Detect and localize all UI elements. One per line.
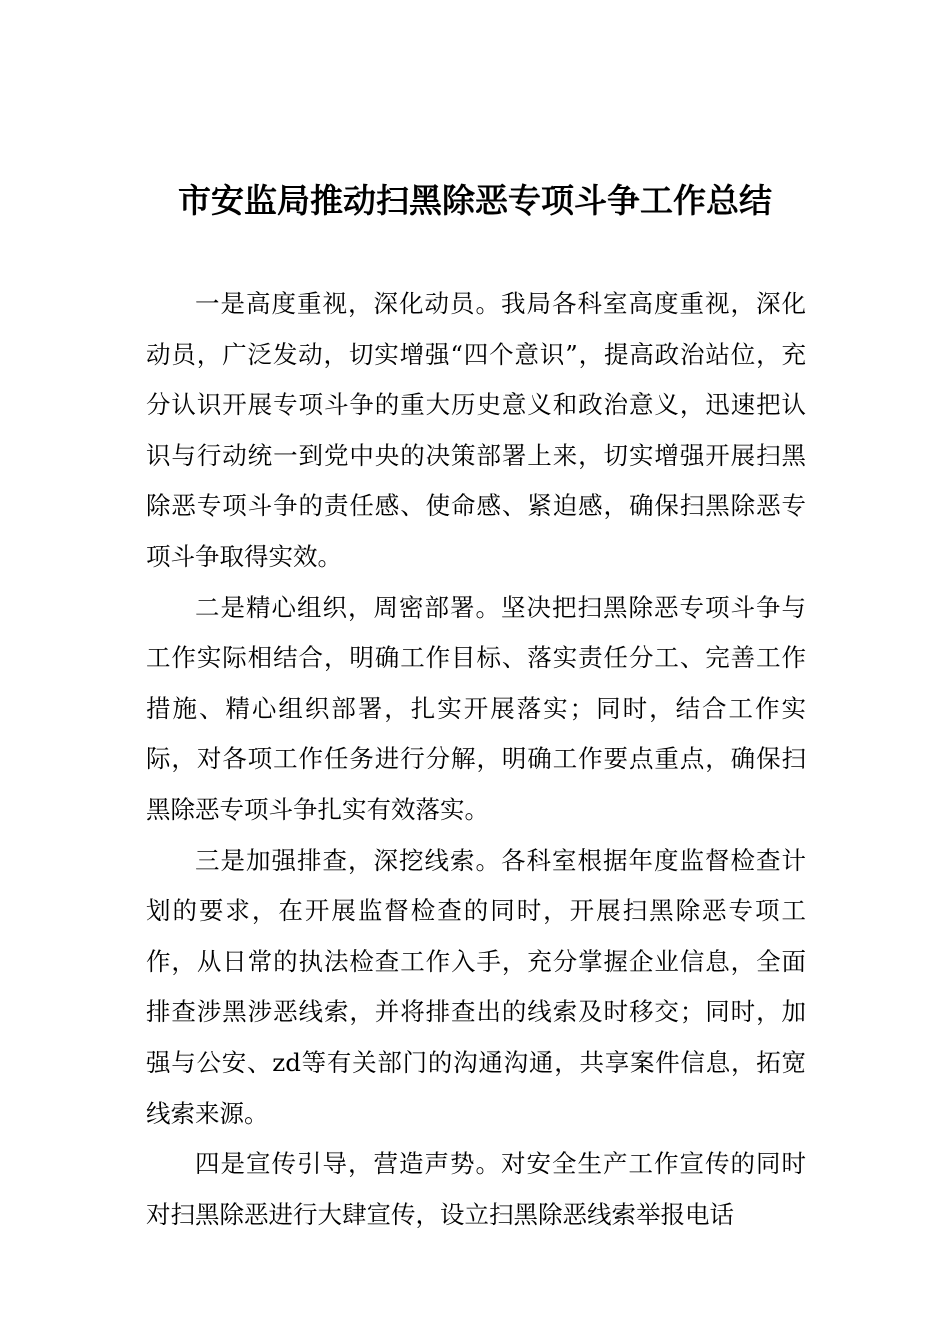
document-body — [146, 279, 806, 1240]
document-title: 市安监局推动扫黑除恶专项斗争工作总结 — [178, 181, 772, 220]
paragraph-3: 三是加强排查，深挖线索。各科室根据年度监督检查计划的要求，在开展监督检查的同时，开展扫黑除恶专项工作，从日常的执法检查工作入手，充分掌握企业信息，全面排查涉黑涉恶线索，并将排查出的线索及时移交；同时，加强与公安、zd等有关部门的沟通沟通，共享案件信息，拓宽线索来源。 — [146, 845, 806, 1128]
paragraph-1: 一是高度重视，深化动员。我局各科室高度重视，深化动员，广泛发动，切实增强“四个意识”，提高政治站位，充分认识开展专项斗争的重大历史意义和政治意义，迅速把认识与行动统一到党中央的决策部署上来，切实增强开展扫黑除恶专项斗争的责任感、使命感、紧迫感，确保扫黑除恶专项斗争取得实效。 — [146, 289, 806, 571]
paragraph-4: 四是宣传引导，营造声势。对安全生产工作宣传的同时对扫黑除恶进行大肆宣传，设立扫黑除恶线索举报电话 — [146, 1149, 806, 1229]
paragraph-2: 二是精心组织，周密部署。坚决把扫黑除恶专项斗争与工作实际相结合，明确工作目标、落实责任分工、完善工作措施、精心组织部署，扎实开展落实；同时，结合工作实际，对各项工作任务进行分解，明确工作要点重点，确保扫黑除恶专项斗争扎实有效落实。 — [146, 592, 806, 824]
